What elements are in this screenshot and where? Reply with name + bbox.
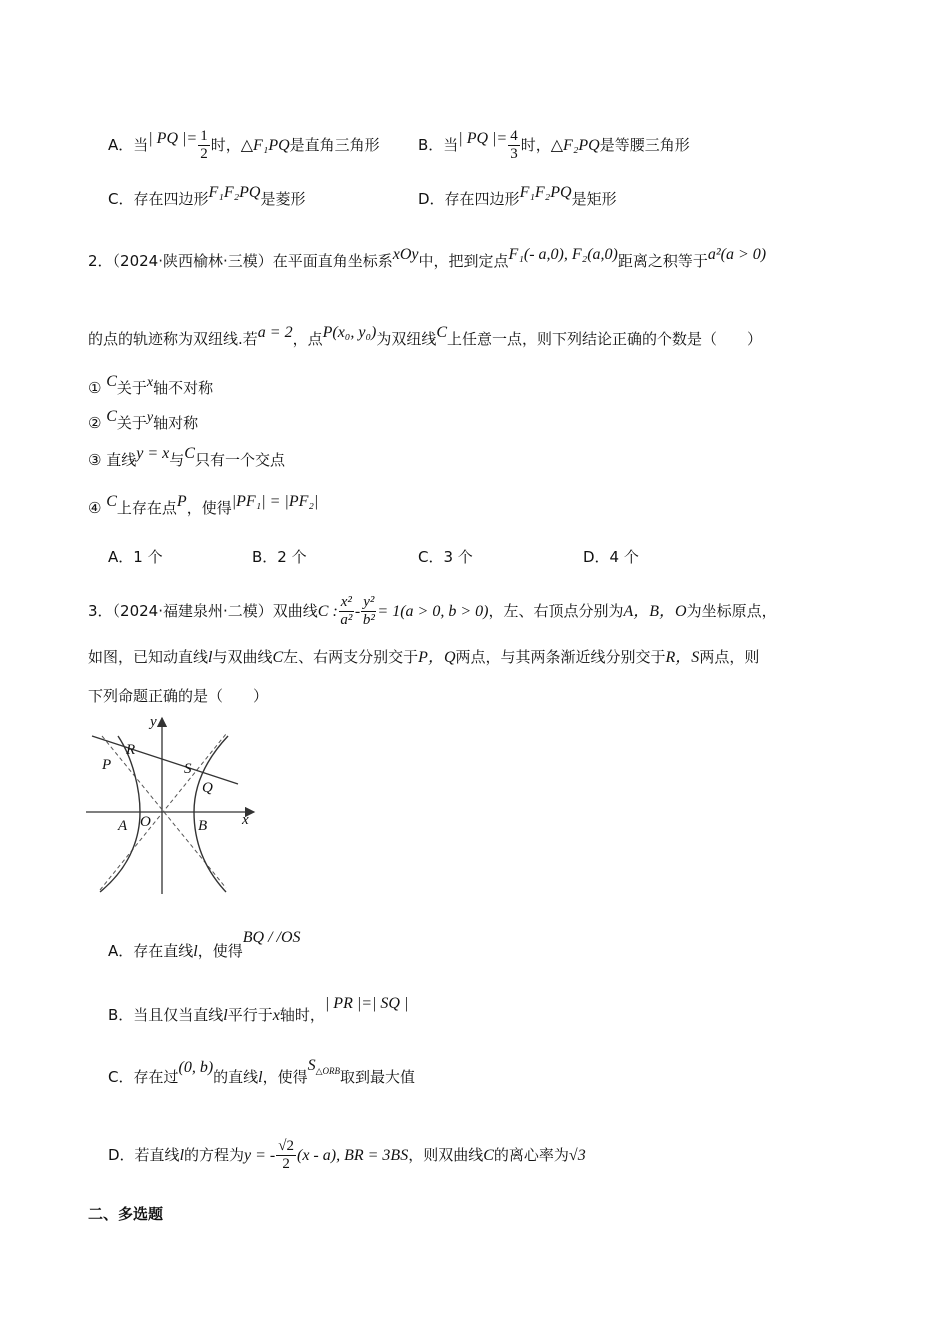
q1-option-b: B．当| PQ |= $\frac{4}{3}$ 时，△F₂PQ是等腰三角形 (418, 128, 690, 162)
q2-statement-1: ① C关于x轴不对称 (88, 373, 214, 397)
label-o: O (140, 814, 151, 830)
q2-stem-line2: 的点的轨迹称为双纽线.若a = 2，点P(x₀, y₀)为双纽线C上任意一点，则下列结论正确的个数是（ ） (88, 324, 763, 348)
label-p: P (102, 757, 112, 773)
q2-statement-3: ③ 直线y = x与C只有一个交点 (88, 445, 285, 469)
label-x: x (242, 812, 249, 828)
q1-option-c: C．存在四边形F₁F₂PQ是菱形 (108, 184, 306, 208)
q3-option-d: D．若直线l的方程为y = - $\frac{√2}{2}$ (x - a), BR = 3BS，则双曲线C的离心率为√3 (108, 1138, 586, 1172)
q2-option-a: A．1 个 (108, 548, 163, 566)
q2-option-c: C．3 个 (418, 548, 473, 566)
label-y: y (150, 714, 157, 730)
right-branch (194, 736, 228, 892)
hyperbola-figure (86, 712, 266, 902)
label-s: S (184, 761, 192, 777)
q2-option-d: D．4 个 (583, 548, 639, 566)
line-l (92, 736, 238, 784)
section-heading: 二、多选题 (88, 1205, 164, 1223)
q3-stem-line3: 下列命题正确的是（ ） (88, 687, 269, 705)
label-a: A (118, 818, 128, 834)
q2-option-b: B．2 个 (252, 548, 307, 566)
q3-stem-line1: 3．（2024·福建泉州·二模）双曲线C : $\frac{\text{x²}}{\text{a²}}$ - $\frac{\text{y²}}{\text{b²}}$ = 1(a > 0, b > 0)，左、右顶点分别为A，B，O为坐标原点， (88, 594, 777, 628)
q2-statement-4: ④ C上存在点P，使得|PF₁| = |PF₂| (88, 493, 319, 517)
label-r: R (126, 742, 136, 758)
q3-option-c: C．存在过(0, b)的直线l，使得$S^{\triangle ORB}$取到最大值 (108, 1057, 416, 1086)
q3-option-a: A．存在直线l，使得BQ / /OS (108, 929, 301, 960)
label-b: B (198, 818, 208, 834)
q3-stem-line2: 如图，已知动直线l与双曲线C左、右两支分别交于P，Q两点，与其两条渐近线分别交于R，S两点，则 (88, 648, 760, 666)
q3-option-b: B．当且仅当直线l平行于x轴时，| PR |=| SQ | (108, 995, 409, 1024)
q2-statement-2: ② C关于y轴对称 (88, 408, 199, 432)
q2-stem-line1: 2．（2024·陕西榆林·三模）在平面直角坐标系xOy中，把到定点F₁(- a,0), F₂(a,0)距离之积等于a²(a > 0) (88, 246, 767, 270)
q1-option-a: A．当| PQ |= $\frac{1}{2}$ 时，△F₁PQ是直角三角形 (108, 128, 380, 162)
q1-option-d: D．存在四边形F₁F₂PQ是矩形 (418, 184, 617, 208)
label-q: Q (202, 780, 213, 796)
